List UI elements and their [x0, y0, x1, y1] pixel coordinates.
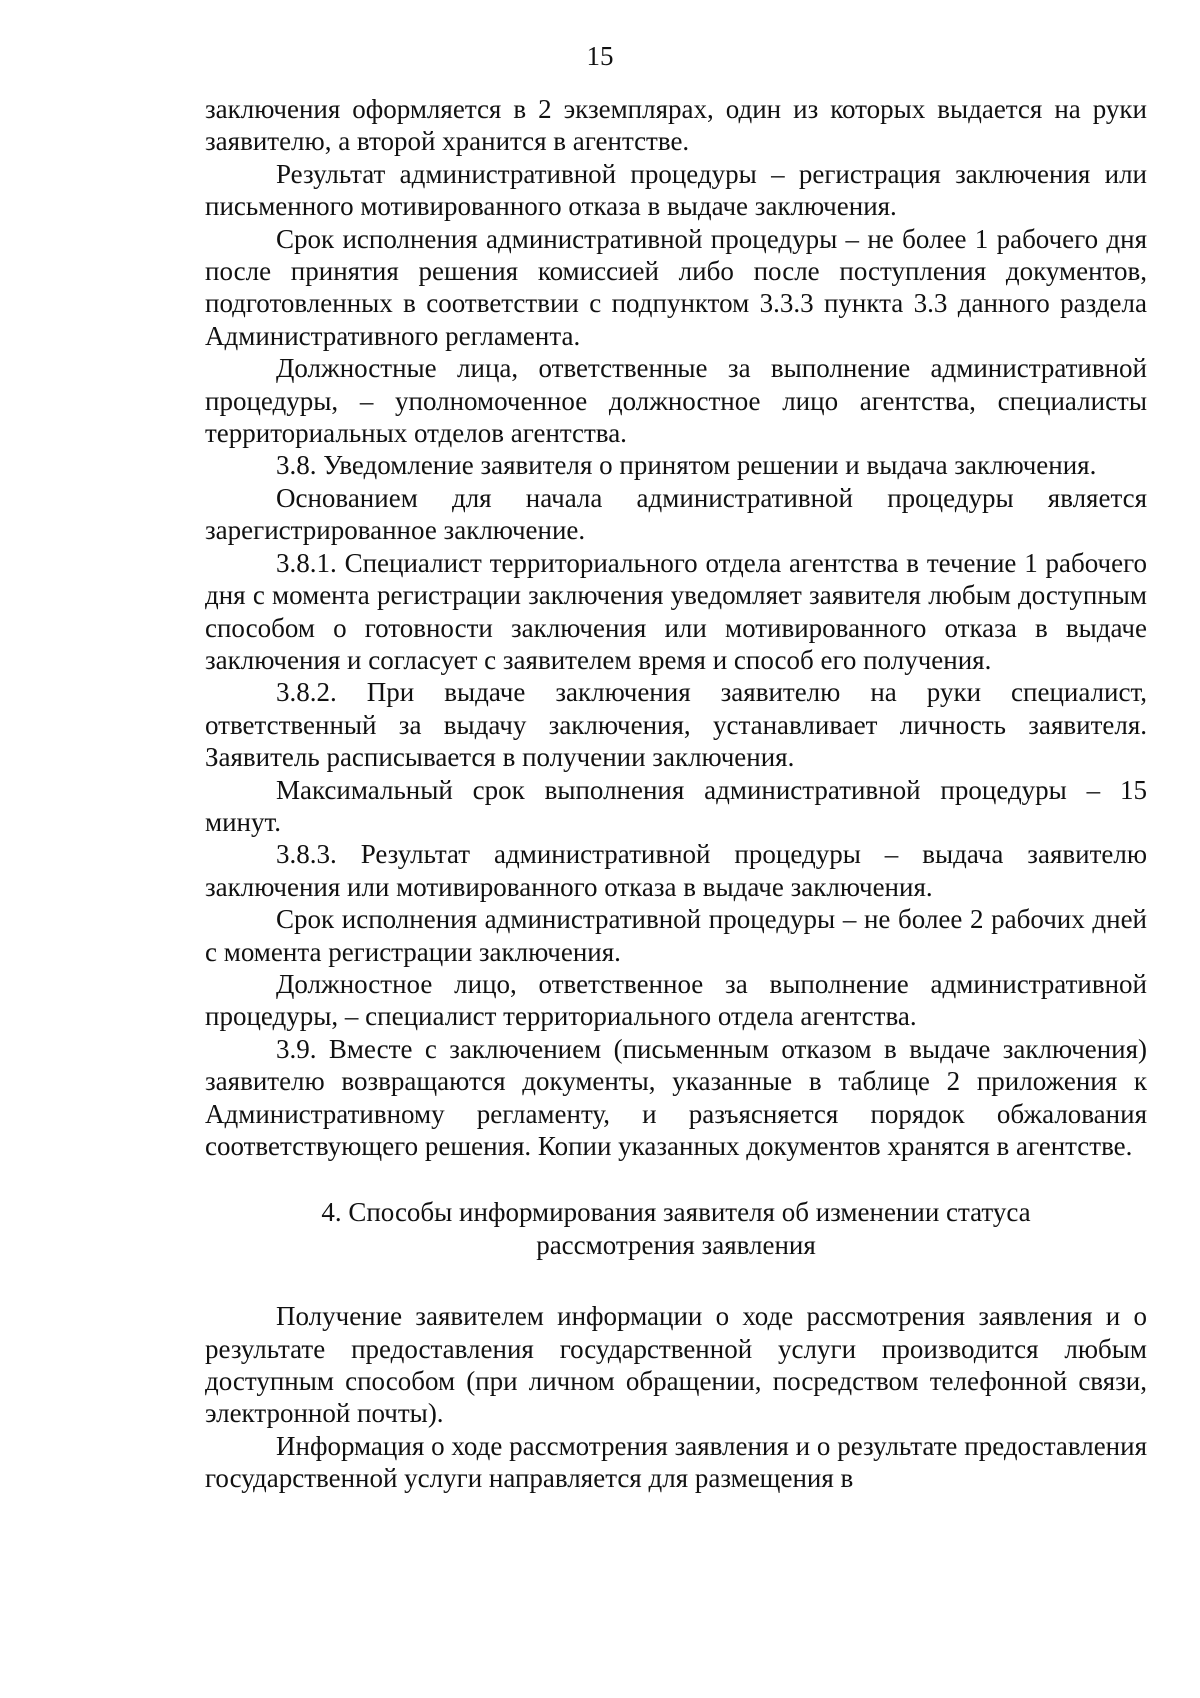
section-heading-line-1: 4. Способы информирования заявителя об изменении статуса: [321, 1197, 1031, 1228]
paragraph-information-methods: Получение заявителем информации о ходе рассмотрения заявления и о результате предоставления государственной услуги производится любым доступным способом (при личном обращении, посредством телефонной связи, электронной почты).: [205, 1301, 1147, 1429]
paragraph-execution-deadline: Срок исполнения административной процедуры – не более 1 рабочего дня после принятия решения комиссией либо после поступления документов, подготовленных в соответствии с подпунктом 3.3.3 пункта 3.3 данного раздела Административного регламента.: [205, 223, 1147, 351]
section-heading: [205, 1196, 1147, 1261]
paragraph-maximum-time: Максимальный срок выполнения административной процедуры – 15 минут.: [205, 774, 1147, 837]
paragraph-item-3-8: 3.8. Уведомление заявителя о принятом решении и выдача заключения.: [276, 450, 1097, 481]
paragraph-item-3-8-2: 3.8.2. При выдаче заключения заявителю на руки специалист, ответственный за выдачу заключения, устанавливает личность заявителя. Заявитель расписывается в получении заключения.: [205, 677, 1147, 773]
paragraph-continuation: заключения оформляется в 2 экземплярах, один из которых выдается на руки заявителю, а второй хранится в агентстве.: [205, 94, 1147, 157]
paragraph-information-placement: Информация о ходе рассмотрения заявления и о результате предоставления государственной услуги направляется для размещения в: [205, 1430, 1147, 1494]
paragraph-item-3-9: 3.9. Вместе с заключением (письменным отказом в выдаче заключения) заявителю возвращаются документы, указанные в таблице 2 приложения к Административному регламенту, и разъясняется порядок обжалования соответствующего решения. Копии указанных документов хранятся в агентстве.: [205, 1033, 1147, 1161]
page-number: 15: [586, 41, 614, 71]
paragraph-responsible-specialist: Должностное лицо, ответственное за выполнение административной процедуры, – специалист территориального отдела агентства.: [205, 968, 1147, 1032]
paragraph-procedure-basis: Основанием для начала административной процедуры является зарегистрированное заключение.: [205, 482, 1147, 546]
paragraph-procedure-result: Результат административной процедуры – регистрация заключения или письменного мотивированного отказа в выдаче заключения.: [205, 158, 1147, 222]
paragraph-item-3-8-3: 3.8.3. Результат административной процедуры – выдача заявителю заключения или мотивированного отказа в выдаче заключения.: [205, 839, 1147, 902]
paragraph-issue-deadline: Срок исполнения административной процедуры – не более 2 рабочих дней с момента регистрации заключения.: [205, 904, 1147, 967]
paragraph-item-3-8-1: 3.8.1. Специалист территориального отдела агентства в течение 1 рабочего дня с момента регистрации заключения уведомляет заявителя любым доступным способом о готовности заключения или мотивированного отказа в выдаче заключения и согласует с заявителем время и способ его получения.: [205, 547, 1147, 675]
section-heading-line-2: рассмотрения заявления: [536, 1229, 816, 1260]
document-body: [205, 93, 1147, 1495]
paragraph-responsible-officials: Должностные лица, ответственные за выполнение административной процедуры, – уполномоченное должностное лицо агентства, специалисты территориальных отделов агентства.: [205, 353, 1147, 449]
